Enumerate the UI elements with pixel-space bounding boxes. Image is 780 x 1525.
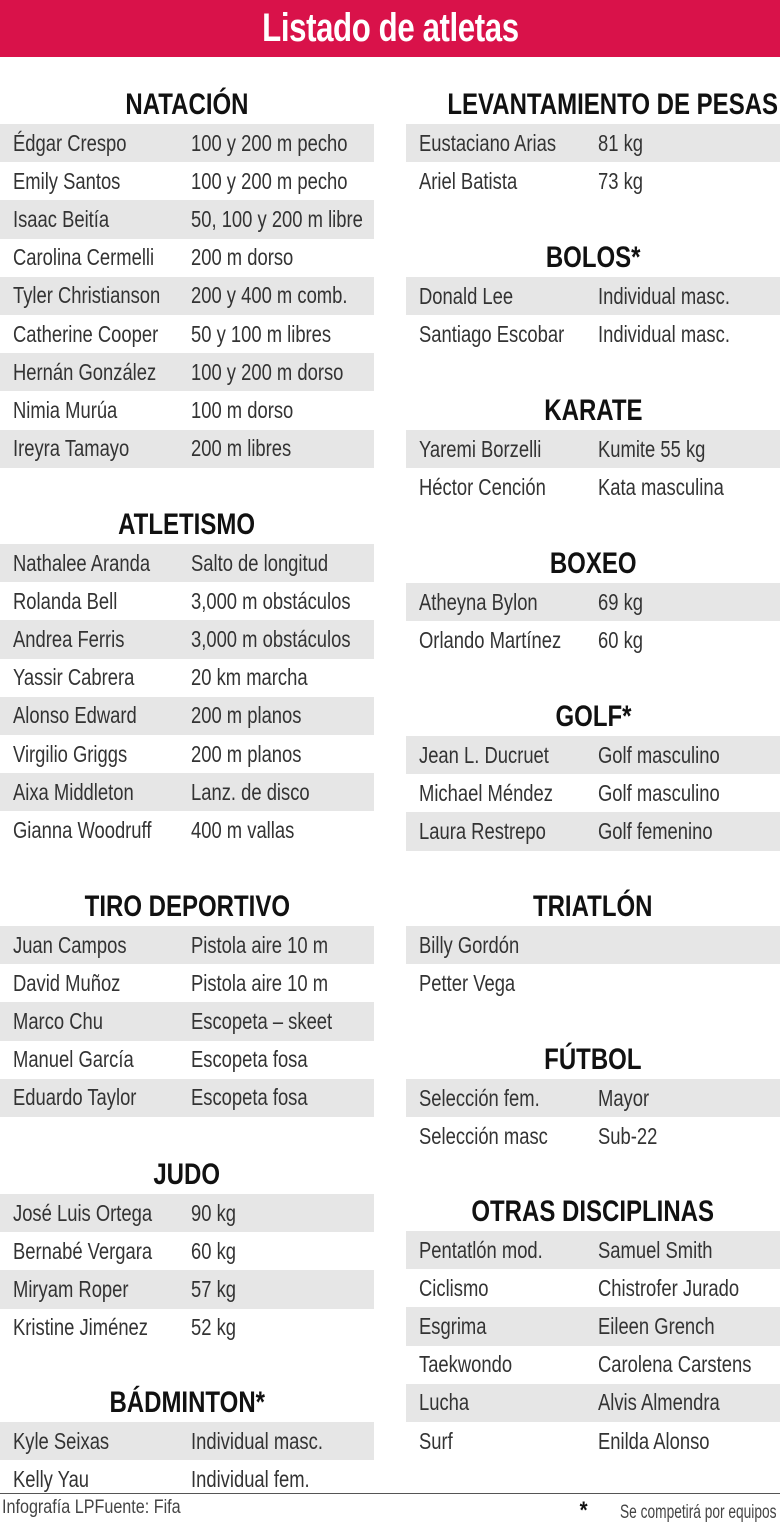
table-row — [406, 468, 780, 506]
table-row — [0, 964, 374, 1002]
table-row — [0, 315, 374, 353]
event-cell: Mayor — [598, 1084, 650, 1111]
table-row — [406, 812, 780, 850]
table-row — [0, 1309, 374, 1347]
name-cell: Aixa Middleton — [13, 778, 134, 805]
name-cell: Jean L. Ducruet — [419, 741, 549, 768]
name-cell: Michael Méndez — [419, 779, 553, 806]
table-row — [406, 1384, 780, 1422]
name-cell: Lucha — [419, 1389, 470, 1416]
section-title — [0, 1155, 374, 1194]
table-row — [0, 1422, 374, 1460]
table-row — [0, 659, 374, 697]
name-cell: Yassir Cabrera — [13, 664, 135, 691]
section-otras-disciplinas — [406, 1192, 780, 1460]
athlete-list — [406, 277, 780, 353]
section-title-text: LEVANTAMIENTO DE PESAS — [447, 88, 779, 121]
asterisk-mark: * — [579, 1497, 588, 1524]
name-cell: Ciclismo — [419, 1274, 489, 1301]
event-cell: 200 m planos — [191, 702, 302, 729]
name-cell: Kelly Yau — [13, 1465, 90, 1492]
name-cell: Emily Santos — [13, 167, 121, 194]
section-title — [0, 1383, 374, 1422]
event-cell: 69 kg — [598, 588, 644, 615]
section-title — [406, 391, 780, 430]
footer-note — [545, 1497, 776, 1525]
section-title — [406, 1040, 780, 1079]
table-row — [406, 277, 780, 315]
table-row — [0, 124, 374, 162]
name-cell: José Luis Ortega — [13, 1199, 153, 1226]
event-cell: Individual masc. — [191, 1427, 323, 1454]
event-cell: Individual masc. — [598, 320, 730, 347]
table-row — [406, 1231, 780, 1269]
table-row — [406, 926, 780, 964]
name-cell: David Muñoz — [13, 969, 121, 996]
section-title — [0, 887, 374, 926]
event-cell: 3,000 m obstáculos — [191, 587, 351, 614]
section-title-text: ATLETISMO — [118, 508, 256, 541]
athlete-list — [0, 124, 374, 468]
table-row — [0, 1194, 374, 1232]
section-title — [406, 697, 780, 736]
name-cell: Atheyna Bylon — [419, 588, 538, 615]
section-title — [406, 544, 780, 583]
section-title-text: BOXEO — [549, 547, 637, 580]
event-cell: 200 y 400 m comb. — [191, 282, 348, 309]
name-cell: Tyler Christianson — [13, 282, 161, 309]
name-cell: Gianna Woodruff — [13, 816, 152, 843]
name-cell: Kristine Jiménez — [13, 1314, 148, 1341]
event-cell: Golf femenino — [598, 817, 713, 844]
name-cell: Selección masc — [419, 1122, 548, 1149]
credit-text: Infografía LPFuente: Fifa — [2, 1497, 181, 1518]
table-row — [0, 162, 374, 200]
name-cell: Carolina Cermelli — [13, 244, 155, 271]
name-cell: Miryam Roper — [13, 1275, 129, 1302]
event-cell: 81 kg — [598, 129, 644, 156]
event-cell: Chistrofer Jurado — [598, 1274, 740, 1301]
athlete-list — [0, 1194, 374, 1347]
event-cell: Golf masculino — [598, 779, 720, 806]
section-title-text: TRIATLÓN — [533, 890, 653, 923]
section-title — [406, 1192, 780, 1231]
athlete-list — [406, 926, 780, 1002]
footer-credit — [2, 1497, 212, 1519]
section-title — [406, 85, 780, 124]
section-title — [0, 85, 374, 124]
table-row — [406, 124, 780, 162]
section-judo — [0, 1155, 374, 1347]
section-futbol — [406, 1040, 780, 1155]
section-title — [0, 505, 374, 544]
event-cell: 200 m dorso — [191, 244, 294, 271]
name-cell: Nimia Murúa — [13, 396, 118, 423]
table-row — [0, 1002, 374, 1040]
table-row — [406, 162, 780, 200]
name-cell: Donald Lee — [419, 282, 514, 309]
event-cell: Escopeta fosa — [191, 1084, 308, 1111]
event-cell: Samuel Smith — [598, 1236, 713, 1263]
name-cell: Héctor Cención — [419, 473, 546, 500]
name-cell: Selección fem. — [419, 1084, 540, 1111]
table-row — [0, 773, 374, 811]
table-row — [0, 239, 374, 277]
athlete-list — [0, 1422, 374, 1498]
table-row — [406, 583, 780, 621]
event-cell: Pistola aire 10 m — [191, 969, 329, 996]
table-row — [406, 621, 780, 659]
table-row — [0, 811, 374, 849]
name-cell: Manuel García — [13, 1046, 134, 1073]
section-golf — [406, 697, 780, 851]
athlete-list — [406, 1079, 780, 1155]
footer-divider — [0, 1493, 780, 1494]
section-title-text: GOLF* — [555, 700, 631, 733]
page-header — [0, 0, 780, 57]
event-cell: 200 m planos — [191, 740, 302, 767]
table-row — [0, 353, 374, 391]
event-cell: 52 kg — [191, 1314, 237, 1341]
name-cell: Édgar Crespo — [13, 129, 127, 156]
table-row — [0, 430, 374, 468]
athlete-list — [0, 926, 374, 1117]
table-row — [406, 1117, 780, 1155]
name-cell: Rolanda Bell — [13, 587, 118, 614]
section-title — [406, 887, 780, 926]
name-cell: Nathalee Aranda — [13, 549, 151, 576]
event-cell: Lanz. de disco — [191, 778, 310, 805]
table-row — [0, 1041, 374, 1079]
table-row — [406, 1307, 780, 1345]
table-row — [0, 277, 374, 315]
name-cell: Surf — [419, 1427, 453, 1454]
name-cell: Catherine Cooper — [13, 320, 159, 347]
table-row — [0, 735, 374, 773]
section-title-text: OTRAS DISCIPLINAS — [471, 1195, 715, 1228]
table-row — [0, 582, 374, 620]
event-cell: Escopeta – skeet — [191, 1007, 333, 1034]
name-cell: Eduardo Taylor — [13, 1084, 137, 1111]
name-cell: Yaremi Borzelli — [419, 435, 542, 462]
table-row — [0, 200, 374, 238]
event-cell: Eileen Grench — [598, 1312, 715, 1339]
name-cell: Ariel Batista — [419, 167, 518, 194]
name-cell: Isaac Beitía — [13, 205, 110, 232]
event-cell: Individual masc. — [598, 282, 730, 309]
name-cell: Orlando Martínez — [419, 626, 562, 653]
event-cell: 100 y 200 m pecho — [191, 129, 348, 156]
name-cell: Virgilio Griggs — [13, 740, 128, 767]
name-cell: Andrea Ferris — [13, 625, 125, 652]
event-cell: Golf masculino — [598, 741, 720, 768]
event-cell: Enilda Alonso — [598, 1427, 710, 1454]
name-cell: Hernán González — [13, 358, 157, 385]
table-row — [0, 1270, 374, 1308]
event-cell: 100 y 200 m dorso — [191, 358, 344, 385]
athlete-list — [406, 736, 780, 851]
table-row — [406, 736, 780, 774]
event-cell: 200 m libres — [191, 435, 292, 462]
table-row — [0, 391, 374, 429]
section-natacion — [0, 85, 374, 468]
event-cell: Kumite 55 kg — [598, 435, 706, 462]
table-row — [0, 697, 374, 735]
table-row — [0, 1079, 374, 1117]
section-title-text: FÚTBOL — [544, 1043, 642, 1076]
athlete-list — [406, 1231, 780, 1460]
event-cell: 20 km marcha — [191, 664, 308, 691]
name-cell: Alonso Edward — [13, 702, 137, 729]
event-cell: 57 kg — [191, 1275, 237, 1302]
table-row — [406, 1079, 780, 1117]
event-cell: 50 y 100 m libres — [191, 320, 332, 347]
event-cell: 100 y 200 m pecho — [191, 167, 348, 194]
event-cell: 50, 100 y 200 m libre — [191, 205, 363, 232]
table-row — [0, 926, 374, 964]
table-row — [0, 544, 374, 582]
name-cell: Juan Campos — [13, 931, 127, 958]
table-row — [406, 1346, 780, 1384]
table-row — [406, 774, 780, 812]
section-title — [406, 238, 780, 277]
name-cell: Laura Restrepo — [419, 817, 546, 844]
table-row — [0, 1232, 374, 1270]
name-cell: Eustaciano Arias — [419, 129, 557, 156]
section-levantamiento-de-pesas — [406, 85, 780, 200]
table-row — [406, 964, 780, 1002]
name-cell: Marco Chu — [13, 1007, 103, 1034]
event-cell: Individual fem. — [191, 1465, 310, 1492]
section-title-text: TIRO DEPORTIVO — [84, 890, 290, 923]
event-cell: Escopeta fosa — [191, 1046, 308, 1073]
section-tiro-deportivo — [0, 887, 374, 1117]
name-cell: Santiago Escobar — [419, 320, 565, 347]
section-title-text: JUDO — [153, 1158, 221, 1191]
page-title: Listado de atletas — [261, 6, 519, 50]
section-title-text: KARATE — [543, 394, 643, 427]
athlete-list — [406, 124, 780, 200]
event-cell: 400 m vallas — [191, 816, 295, 843]
event-cell: Alvis Almendra — [598, 1389, 720, 1416]
event-cell: 60 kg — [598, 626, 644, 653]
section-badminton — [0, 1383, 374, 1498]
name-cell: Kyle Seixas — [13, 1427, 110, 1454]
section-karate — [406, 391, 780, 506]
name-cell: Billy Gordón — [419, 931, 520, 958]
note-text: Se competirá por equipos — [619, 1502, 776, 1523]
section-atletismo — [0, 505, 374, 850]
event-cell: Kata masculina — [598, 473, 724, 500]
event-cell: Sub-22 — [598, 1122, 658, 1149]
name-cell: Taekwondo — [419, 1351, 513, 1378]
table-row — [406, 430, 780, 468]
athlete-list — [406, 430, 780, 506]
name-cell: Bernabé Vergara — [13, 1237, 153, 1264]
event-cell: 60 kg — [191, 1237, 237, 1264]
table-row — [406, 315, 780, 353]
section-title-text: NATACIÓN — [125, 88, 249, 121]
table-row — [406, 1269, 780, 1307]
section-bolos — [406, 238, 780, 353]
section-title-text: BOLOS* — [545, 241, 641, 274]
athlete-list — [406, 583, 780, 659]
event-cell: 90 kg — [191, 1199, 237, 1226]
name-cell: Ireyra Tamayo — [13, 435, 130, 462]
table-row — [406, 1422, 780, 1460]
table-row — [0, 620, 374, 658]
event-cell: Carolena Carstens — [598, 1351, 752, 1378]
name-cell: Pentatlón mod. — [419, 1236, 543, 1263]
athlete-list — [0, 544, 374, 850]
event-cell: 100 m dorso — [191, 396, 294, 423]
section-triatlon — [406, 887, 780, 1002]
event-cell: 3,000 m obstáculos — [191, 625, 351, 652]
event-cell: 73 kg — [598, 167, 644, 194]
event-cell: Pistola aire 10 m — [191, 931, 329, 958]
section-title-text: BÁDMINTON* — [109, 1386, 265, 1419]
name-cell: Esgrima — [419, 1312, 487, 1339]
section-boxeo — [406, 544, 780, 659]
event-cell: Salto de longitud — [191, 549, 329, 576]
name-cell: Petter Vega — [419, 969, 516, 996]
